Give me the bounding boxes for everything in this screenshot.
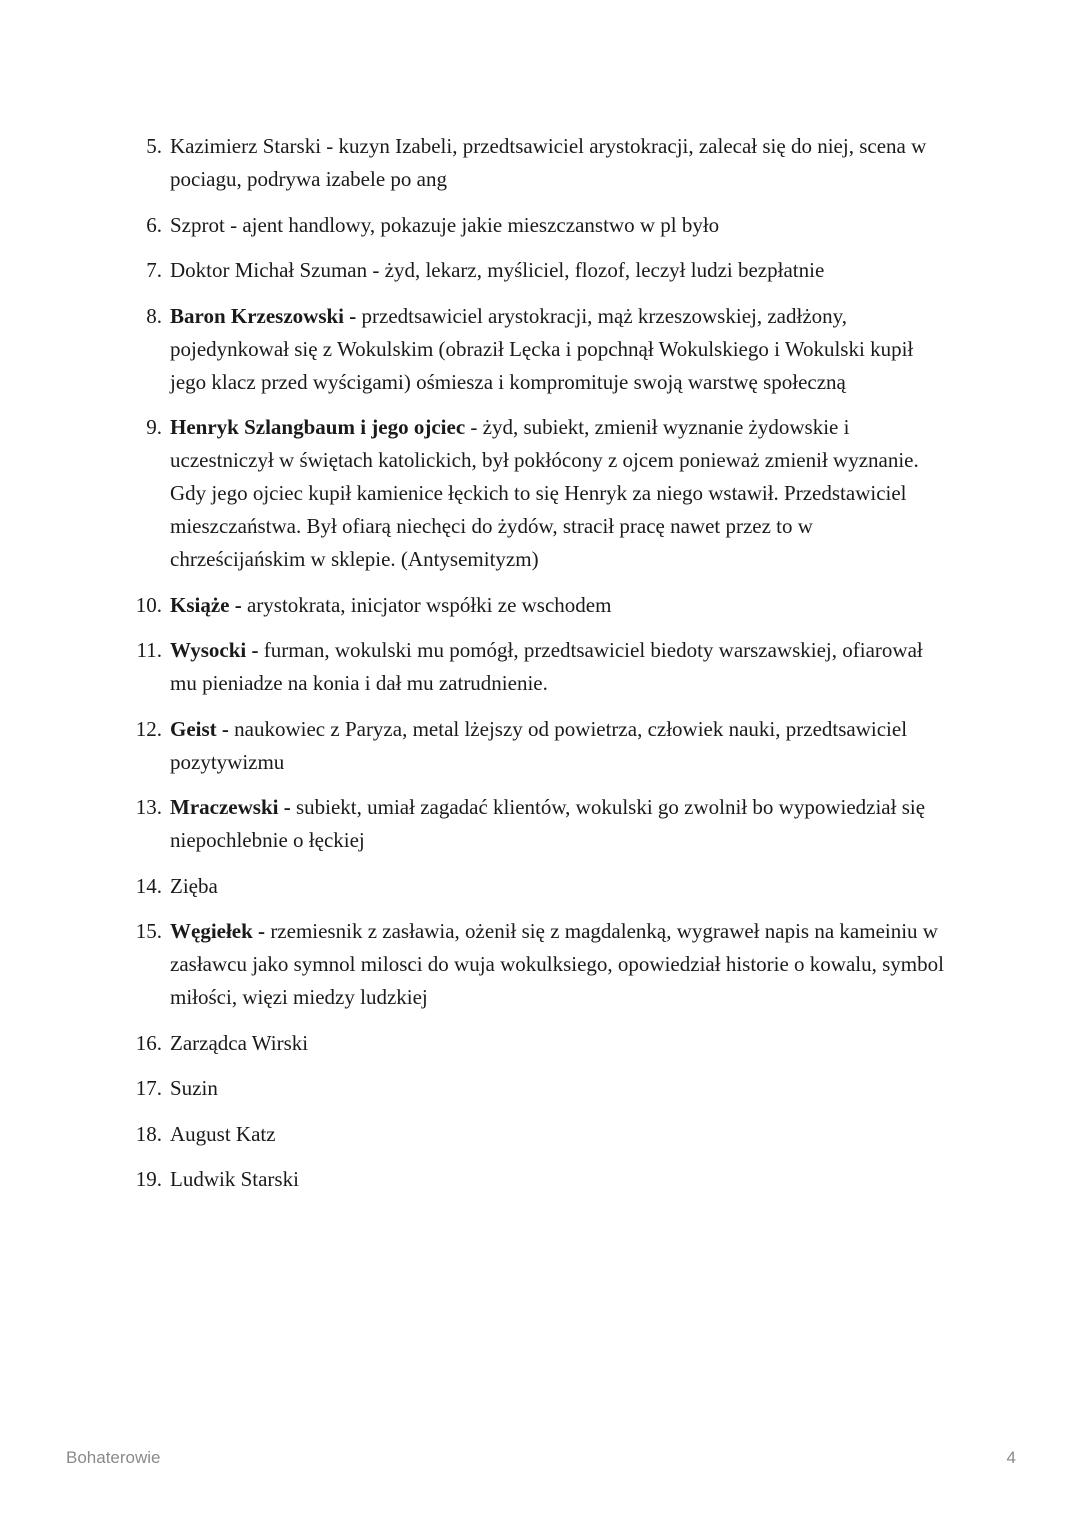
character-name: Wysocki - [170, 638, 259, 662]
list-item [0, 411, 1080, 576]
list-item [0, 130, 1080, 196]
character-name: Geist - [170, 716, 229, 741]
page-number: 4 [1006, 1448, 1016, 1467]
item-description: Zięba [170, 873, 218, 898]
list-item [0, 791, 1080, 857]
item-description: Kazimierz Starski - kuzyn Izabeli, przedtsawiciel arystokracji, zalecał się do niej, scena w pociagu, podrywa izabele po ang [170, 134, 927, 191]
list-item [0, 1072, 1080, 1105]
item-number: 9. [146, 415, 162, 439]
item-number: 11. [136, 638, 162, 662]
item-number: 6. [146, 212, 162, 237]
item-number: 5. [146, 134, 162, 158]
item-description: furman, wokulski mu pomógł, przedtsawiciel biedoty warszawskiej, ofiarował mu pieniadze na konia i dał mu zatrudnienie. [170, 638, 923, 695]
item-description: - żyd, subiekt, zmienił wyznanie żydowskie i uczestniczył w świętach katolickich, był pokłócony z ojcem ponieważ zmienił wyznanie. Gdy jego ojciec kupił kamienice łęckich to się Henryk za niego wstawił. Przedstawiciel mieszczaństwa. Był ofiarą niechęci do żydów, stracił pracę nawet przez to w chrześcijańskim w sklepie. (Antysemityzm) [170, 415, 919, 571]
list-item [0, 713, 1080, 779]
character-name: Książe - [170, 592, 242, 617]
item-description: arystokrata, inicjator współki ze wschodem [241, 592, 612, 617]
list-item [0, 209, 1080, 242]
list-item [0, 254, 1080, 287]
list-item [0, 915, 1080, 1014]
character-name: Henryk Szlangbaum i jego ojciec [170, 415, 466, 439]
item-number: 18. [135, 1121, 162, 1146]
item-description: August Katz [170, 1121, 276, 1146]
item-description: Suzin [170, 1076, 218, 1100]
item-description: Doktor Michał Szuman - żyd, lekarz, myśliciel, flozof, leczył ludzi bezpłatnie [170, 258, 825, 282]
item-number: 12. [135, 716, 162, 741]
character-list [0, 130, 1080, 1209]
item-number: 7. [146, 258, 162, 282]
item-description: rzemiesnik z zasławia, ożenił się z magdalenką, wygraweł napis na kameiniu w zasławcu jako symnol milosci do wuja wokulksiego, opowiedział historie o kowalu, symbol miłości, więzi miedzy ludzkiej [170, 919, 944, 1009]
item-number: 10. [135, 592, 162, 617]
character-name: Baron Krzeszowski - [170, 303, 362, 328]
list-item [0, 1163, 1080, 1196]
list-item [0, 300, 1080, 399]
item-number: 19. [135, 1167, 162, 1191]
item-description: Ludwik Starski [170, 1167, 299, 1191]
item-description: Szprot - ajent handlowy, pokazuje jakie mieszczanstwo w pl było [170, 212, 720, 237]
item-description: przedtsawiciel arystokracji, mąż krzeszowskiej, zadłżony, pojedynkował się z Wokulskim (obraził Lęcka i popchnął Wokulskiego i Wokulski kupił jego klacz przed wyścigami) ośmiesza i kompromituje swoją warstwę społeczną [170, 303, 914, 394]
item-number: 13. [135, 795, 162, 819]
list-item [0, 1027, 1080, 1060]
character-name: Węgiełek - [170, 919, 266, 943]
item-number: 16. [135, 1030, 162, 1055]
list-item [0, 870, 1080, 903]
list-item [0, 1118, 1080, 1151]
item-description: naukowiec z Paryza, metal lżejszy od powietrza, człowiek nauki, przedtsawiciel pozytywizmu [170, 716, 908, 774]
item-description: subiekt, umiał zagadać klientów, wokulski go zwolnił bo wypowiedział się niepochlebnie o łęckiej [170, 795, 926, 852]
character-name: Mraczewski - [170, 795, 296, 819]
item-number: 17. [135, 1076, 162, 1100]
list-item [0, 589, 1080, 622]
item-number: 14. [135, 873, 162, 898]
item-description: Zarządca Wirski [170, 1030, 309, 1055]
list-item [0, 634, 1080, 700]
item-number: 8. [146, 303, 162, 328]
item-number: 15. [135, 919, 162, 943]
footer-title: Bohaterowie [66, 1448, 161, 1467]
